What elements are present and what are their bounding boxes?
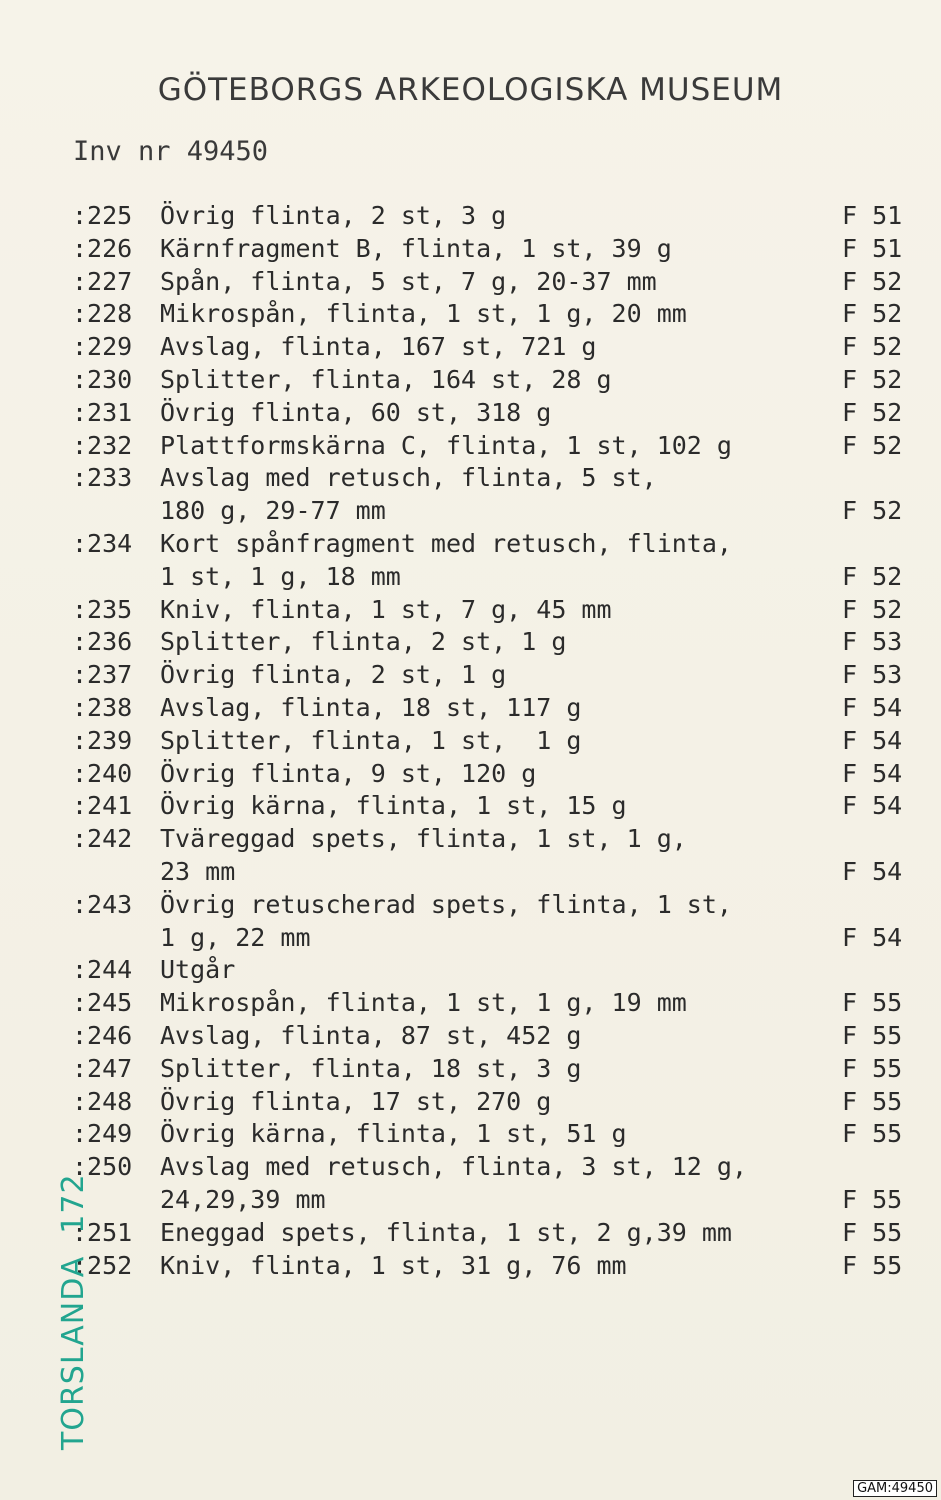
entry-description: 24,29,39 mm: [160, 1184, 326, 1214]
entry-description: Avslag, flinta, 18 st, 117 g: [160, 692, 582, 722]
handwritten-side-note: [56, 1151, 91, 1450]
entry-description: Spån, flinta, 5 st, 7 g, 20-37 mm: [160, 266, 657, 296]
entry-row: [72, 1250, 917, 1283]
entry-find-code: F 51: [842, 201, 903, 230]
entry-find-code: F 52: [842, 561, 903, 591]
entry-find-code: F 52: [842, 496, 903, 526]
entry-row: [72, 331, 917, 364]
entry-find-code: F 53: [842, 627, 903, 657]
archive-stamp: GAM:49450: [853, 1480, 937, 1497]
entry-number: :238: [72, 692, 133, 722]
entry-row: [72, 1020, 917, 1053]
entry-description: 23 mm: [160, 856, 236, 886]
entry-find-code: F 55: [842, 1184, 903, 1214]
entry-row: [72, 790, 917, 823]
entry-number: :225: [72, 201, 133, 230]
entry-row: [72, 298, 917, 331]
entry-number: :244: [72, 955, 133, 985]
entry-number: :242: [72, 824, 133, 854]
entry-description: Tväreggad spets, flinta, 1 st, 1 g,: [160, 824, 687, 854]
entry-row: [72, 233, 917, 266]
entry-description: Splitter, flinta, 164 st, 28 g: [160, 364, 612, 394]
entry-description: Avslag med retusch, flinta, 3 st, 12 g,: [160, 1152, 747, 1182]
entry-description: Övrig flinta, 17 st, 270 g: [160, 1086, 552, 1116]
entry-row: [72, 430, 917, 463]
inventory-number: Inv nr 49450: [73, 136, 269, 167]
entry-description: 1 st, 1 g, 18 mm: [160, 561, 401, 591]
entry-row: [72, 1184, 917, 1217]
entry-number: :245: [72, 988, 133, 1018]
entry-row: [72, 1053, 917, 1086]
entry-number: :226: [72, 233, 133, 263]
entry-row: [72, 462, 917, 495]
entry-find-code: F 55: [842, 1119, 903, 1149]
entry-number: :233: [72, 463, 133, 493]
entry-row: [72, 823, 917, 856]
entry-number: :251: [72, 1217, 133, 1247]
entry-row: [72, 1151, 917, 1184]
entry-description: 1 g, 22 mm: [160, 922, 311, 952]
entry-find-code: F 55: [842, 1086, 903, 1116]
entry-description: Övrig kärna, flinta, 1 st, 51 g: [160, 1119, 627, 1149]
entry-number: :240: [72, 758, 133, 788]
entry-description: Övrig flinta, 2 st, 1 g: [160, 660, 507, 690]
entry-description: Splitter, flinta, 18 st, 3 g: [160, 1053, 582, 1083]
entry-row: [72, 594, 917, 627]
entry-description: Övrig flinta, 60 st, 318 g: [160, 397, 552, 427]
entry-number: :228: [72, 299, 133, 329]
entry-row: [72, 987, 917, 1020]
entry-number: :239: [72, 725, 133, 755]
entry-description: Mikrospån, flinta, 1 st, 1 g, 19 mm: [160, 988, 687, 1018]
entry-find-code: F 52: [842, 397, 903, 427]
entry-find-code: F 52: [842, 430, 903, 460]
entry-number: :243: [72, 889, 133, 919]
entry-description: 180 g, 29-77 mm: [160, 496, 386, 526]
entry-number: :234: [72, 528, 133, 558]
entry-find-code: F 54: [842, 758, 903, 788]
entry-find-code: F 54: [842, 856, 903, 886]
entry-row: [72, 397, 917, 430]
entry-description: Kort spånfragment med retusch, flinta,: [160, 528, 732, 558]
entry-number: :231: [72, 397, 133, 427]
entry-find-code: F 55: [842, 1053, 903, 1083]
entry-find-code: F 54: [842, 725, 903, 755]
entry-row: [72, 922, 917, 955]
entry-description: Övrig flinta, 2 st, 3 g: [160, 201, 507, 230]
entry-number: :235: [72, 594, 133, 624]
entry-row: [72, 856, 917, 889]
entry-find-code: F 52: [842, 332, 903, 362]
entry-find-code: F 54: [842, 922, 903, 952]
entry-row: [72, 889, 917, 922]
entry-row: [72, 626, 917, 659]
entry-find-code: F 52: [842, 594, 903, 624]
entry-find-code: F 55: [842, 988, 903, 1018]
entry-row: [72, 364, 917, 397]
entry-row: [72, 561, 917, 594]
entry-number: :252: [72, 1250, 133, 1280]
entry-find-code: F 52: [842, 266, 903, 296]
entry-description: Övrig flinta, 9 st, 120 g: [160, 758, 537, 788]
entry-find-code: F 52: [842, 364, 903, 394]
entry-number: :227: [72, 266, 133, 296]
entry-row: [72, 692, 917, 725]
entry-description: Avslag, flinta, 87 st, 452 g: [160, 1020, 582, 1050]
entry-row: [72, 495, 917, 528]
entry-find-code: F 55: [842, 1217, 903, 1247]
entry-find-code: F 54: [842, 791, 903, 821]
entry-row: [72, 200, 917, 233]
museum-header: GÖTEBORGS ARKEOLOGISKA MUSEUM: [157, 72, 784, 108]
entry-find-code: F 52: [842, 299, 903, 329]
entry-description: Övrig retuscherad spets, flinta, 1 st,: [160, 889, 732, 919]
entry-number: :247: [72, 1053, 133, 1083]
entry-description: Mikrospån, flinta, 1 st, 1 g, 20 mm: [160, 299, 687, 329]
entry-description: Utgår: [160, 955, 236, 985]
entry-number: :236: [72, 627, 133, 657]
entry-description: Kärnfragment B, flinta, 1 st, 39 g: [160, 233, 672, 263]
entry-number: :248: [72, 1086, 133, 1116]
entry-number: :249: [72, 1119, 133, 1149]
entry-description: Avslag med retusch, flinta, 5 st,: [160, 463, 657, 493]
entry-number: :237: [72, 660, 133, 690]
entry-number: :232: [72, 430, 133, 460]
entry-description: Kniv, flinta, 1 st, 31 g, 76 mm: [160, 1250, 627, 1280]
entry-number: :230: [72, 364, 133, 394]
entry-number: :246: [72, 1020, 133, 1050]
entry-row: [72, 1118, 917, 1151]
entry-row: [72, 266, 917, 299]
entry-row: [72, 528, 917, 561]
entry-description: Kniv, flinta, 1 st, 7 g, 45 mm: [160, 594, 612, 624]
entry-find-code: F 51: [842, 233, 903, 263]
side-note-place: TORSLANDA: [56, 1255, 91, 1450]
entry-description: Plattformskärna C, flinta, 1 st, 102 g: [160, 430, 732, 460]
entry-row: [72, 725, 917, 758]
entry-number: :229: [72, 332, 133, 362]
entry-row: [72, 659, 917, 692]
entry-row: [72, 1217, 917, 1250]
entry-row: [72, 1086, 917, 1119]
side-note-number: 172: [56, 1173, 91, 1234]
entry-list: [72, 200, 917, 1282]
entry-find-code: F 54: [842, 692, 903, 722]
entry-find-code: F 55: [842, 1250, 903, 1280]
entry-description: Övrig kärna, flinta, 1 st, 15 g: [160, 791, 627, 821]
entry-number: :250: [72, 1152, 133, 1182]
entry-description: Eneggad spets, flinta, 1 st, 2 g,39 mm: [160, 1217, 732, 1247]
entry-find-code: F 55: [842, 1020, 903, 1050]
entry-find-code: F 53: [842, 660, 903, 690]
entry-number: :241: [72, 791, 133, 821]
entry-row: [72, 954, 917, 987]
entry-description: Avslag, flinta, 167 st, 721 g: [160, 332, 597, 362]
entry-description: Splitter, flinta, 2 st, 1 g: [160, 627, 567, 657]
entry-description: Splitter, flinta, 1 st, 1 g: [160, 725, 582, 755]
entry-row: [72, 758, 917, 791]
